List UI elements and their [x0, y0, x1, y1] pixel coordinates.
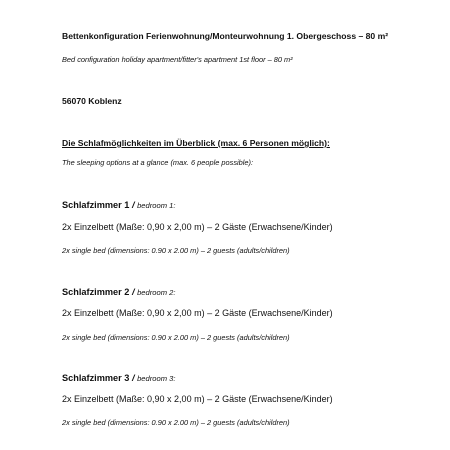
bed-description-german: 2x Einzelbett (Maße: 0,90 x 2,00 m) – 2 Gäste (Erwachsene/Kinder)	[62, 394, 333, 404]
room-heading-separator: /	[129, 287, 138, 297]
address-postal-code-city: 56070 Koblenz	[62, 96, 122, 106]
room-heading	[62, 200, 176, 210]
overview-heading: Die Schlafmöglichkeiten im Überblick (max. 6 Personen möglich):	[62, 138, 330, 148]
room-heading	[62, 287, 176, 297]
document-title-english: Bed configuration holiday apartment/fitter's apartment 1st floor – 80 m²	[62, 55, 293, 64]
room-heading-english: bedroom 1:	[137, 201, 176, 210]
document-title: Bettenkonfiguration Ferienwohnung/Monteurwohnung 1. Obergeschoss – 80 m²	[62, 31, 389, 41]
room-heading	[62, 373, 176, 383]
room-heading-german: Schlafzimmer 3	[62, 373, 130, 383]
bed-description-german: 2x Einzelbett (Maße: 0,90 x 2,00 m) – 2 Gäste (Erwachsene/Kinder)	[62, 308, 333, 318]
room-heading-english: bedroom 2:	[137, 288, 176, 297]
overview-heading-english: The sleeping options at a glance (max. 6 people possible):	[62, 158, 254, 167]
room-heading-german: Schlafzimmer 1	[62, 200, 130, 210]
bed-description-english: 2x single bed (dimensions: 0.90 x 2.00 m) – 2 guests (adults/children)	[62, 333, 290, 342]
room-heading-separator: /	[129, 373, 138, 383]
bed-description-english: 2x single bed (dimensions: 0.90 x 2.00 m) – 2 guests (adults/children)	[62, 418, 290, 427]
room-heading-german: Schlafzimmer 2	[62, 287, 130, 297]
room-heading-separator: /	[129, 200, 138, 210]
bed-description-german: 2x Einzelbett (Maße: 0,90 x 2,00 m) – 2 Gäste (Erwachsene/Kinder)	[62, 222, 333, 232]
room-heading-english: bedroom 3:	[137, 374, 176, 383]
bed-description-english: 2x single bed (dimensions: 0.90 x 2.00 m) – 2 guests (adults/children)	[62, 246, 290, 255]
